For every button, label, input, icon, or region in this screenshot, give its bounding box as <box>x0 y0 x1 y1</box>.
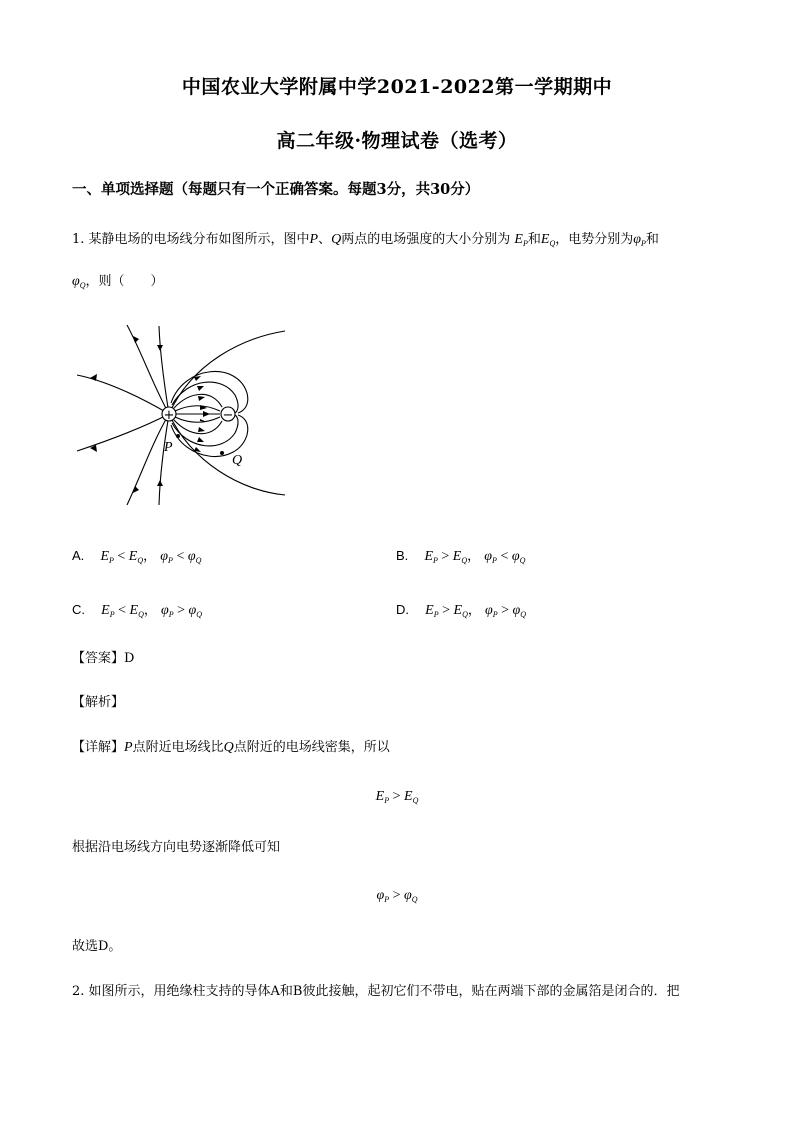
conjunction: 和 <box>645 232 659 247</box>
symbol-eq: $E_Q$ <box>540 232 556 248</box>
question-1-stem-line2 <box>72 272 164 296</box>
var-p: P <box>309 232 319 247</box>
stem-text: 1. 某静电场的电场线分布如图所示，图中 <box>72 232 310 247</box>
option-label: A. <box>72 548 85 563</box>
conjunction: 和 <box>527 232 541 247</box>
stem-text: 两点的电场强度的大小分别为 <box>341 232 511 247</box>
field-line <box>169 331 285 414</box>
option-label: C. <box>72 602 85 617</box>
field-lines <box>77 325 285 505</box>
label-q: Q <box>232 453 243 468</box>
point-p <box>176 434 180 438</box>
detail-tag: 【详解】 <box>72 740 125 755</box>
option-c[interactable]: C. $E_P < E_Q$， $\varphi_P > \varphi_Q$ <box>72 602 203 619</box>
section-heading: 一、单项选择题（每题只有一个正确答案。每题3分，共30分） <box>72 181 480 198</box>
field-line <box>159 326 169 414</box>
conclusion-line: 故选D。 <box>72 939 122 954</box>
question-1-stem <box>72 230 659 254</box>
field-line <box>175 406 220 411</box>
separator: 、 <box>318 232 332 247</box>
answer-tag: 【答案】 <box>72 651 125 666</box>
option-a[interactable]: A. $E_P < E_Q$， $\varphi_P < \varphi_Q$ <box>72 548 202 565</box>
equation-potential: $\varphi_P > \varphi_Q$ <box>376 888 418 904</box>
field-line-figure <box>72 323 292 512</box>
option-d[interactable]: D. $E_P > E_Q$， $\varphi_P > \varphi_Q$ <box>396 602 527 619</box>
option-label: D. <box>396 602 409 617</box>
question-2-stem: 2. 如图所示，用绝缘柱支持的导体A和B彼此接触，起初它们不带电，贴在两端下部的金属箔是闭合的．把 <box>72 984 680 999</box>
analysis-tag: 【解析】 <box>72 695 125 710</box>
exam-subtitle: 高二年级·物理试卷（选考） <box>276 130 518 152</box>
answer-line <box>72 649 134 669</box>
field-line <box>159 414 169 505</box>
label-p: P <box>164 440 173 455</box>
symbol-phi-p: $\varphi_P$ <box>633 232 646 248</box>
var-q: Q <box>331 232 342 247</box>
symbol-phi-q: $\varphi_Q$ <box>72 274 86 290</box>
exam-title: 中国农业大学附属中学2021-2022第一学期期中 <box>181 76 613 98</box>
detail-line: 【详解】P点附近电场线比Q点附近的电场线密集，所以 <box>72 740 390 755</box>
option-label: B. <box>396 548 409 563</box>
field-line <box>77 414 169 451</box>
point-q <box>220 451 224 455</box>
option-b[interactable]: B. $E_P > E_Q$， $\varphi_P < \varphi_Q$ <box>396 548 526 565</box>
field-line <box>77 375 169 414</box>
plus-sign: + <box>163 408 175 423</box>
stem-text: ，电势分别为 <box>555 232 634 247</box>
answer-value: D <box>124 651 135 666</box>
field-line-diagram <box>72 323 292 508</box>
symbol-ep: $E_P$ <box>514 232 528 248</box>
stem-text: ，则（ ） <box>85 274 164 289</box>
field-line <box>175 417 220 422</box>
minus-sign: − <box>222 408 234 423</box>
reasoning-line: 根据沿电场线方向电势逐渐降低可知 <box>72 840 281 855</box>
equation-field-strength: $E_P > E_Q$ <box>375 789 419 805</box>
